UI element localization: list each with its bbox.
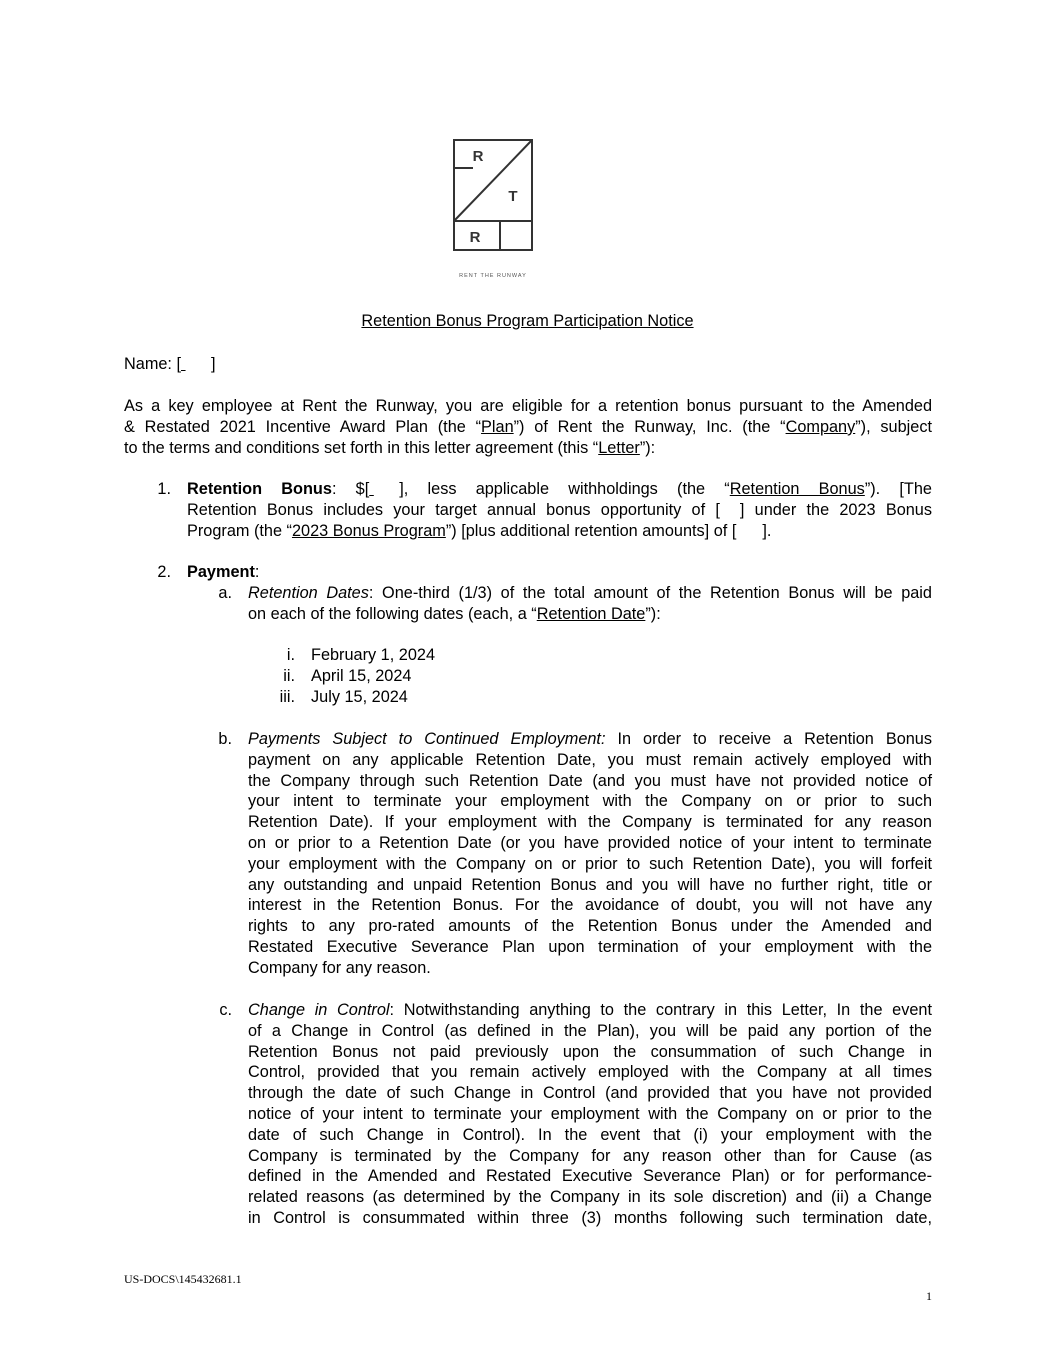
section-1-line: Program (the “2023 Bonus Program”) [plus additional retention amounts] of [ ].	[187, 521, 772, 540]
subsection-a-letter: a.	[218, 584, 232, 602]
subsection-c-line: notice of your intent to terminate your employment with the Company on or prior to the	[248, 1104, 932, 1123]
section-1-line: Retention Bonus includes your target annual bonus opportunity of [ ] under the 2023 Bonus	[187, 500, 932, 519]
defined-term-letter: Letter	[598, 438, 640, 457]
intro-line: As a key employee at Rent the Runway, you are eligible for a retention bonus pursuant to the Amended	[124, 397, 932, 415]
subsection-b-line: Restated Executive Severance Plan upon termination of your employment with the	[248, 937, 932, 956]
logo-letter-mid: T	[508, 188, 518, 205]
section-1-heading: Retention Bonus	[187, 480, 332, 498]
subsection-c-line: Retention Bonus not paid previously upon the consummation of such Change in	[248, 1042, 932, 1061]
defined-term-company: Company	[785, 417, 856, 436]
subsection-b-line: on or prior to a Retention Date (or you have provided notice of your intent to terminate	[248, 833, 932, 852]
retention-date-item: February 1, 2024	[311, 646, 435, 664]
subsection-c-line: through the date of such Change in Control (and provided that you have not provided	[248, 1084, 932, 1103]
date-number: iii.	[279, 688, 295, 706]
subsection-c-line: related reasons (as determined by the Company in its sole discretion) and (ii) a Change	[248, 1188, 932, 1207]
subsection-b-line: rights to any pro-rated amounts of the Retention Bonus under the Amended and	[248, 917, 932, 936]
subsection-b-heading: Payments Subject to Continued Employment:	[248, 730, 606, 748]
subsection-c-line: date of such Change in Control). In the event that (i) your employment with the	[248, 1125, 932, 1144]
defined-term-plan: Plan	[481, 417, 514, 436]
subsection-c-line: Company is terminated by the Company for any reason other than for Cause (as	[248, 1146, 932, 1165]
logo-mark-icon	[453, 139, 533, 251]
subsection-c-letter: c.	[219, 1001, 232, 1019]
name-blank	[181, 354, 211, 375]
subsection-b-line: Retention Date). If your employment with the Company is terminated for any reason	[248, 813, 932, 832]
section-1-number: 1.	[157, 480, 171, 498]
name-line	[124, 354, 216, 375]
defined-term-retention-date: Retention Date	[536, 604, 646, 623]
logo-letter-top: R	[472, 148, 484, 165]
retention-date-item: July 15, 2024	[311, 688, 408, 706]
subsection-b-line: the Company through such Retention Date (and you must have not provided notice of	[248, 771, 932, 790]
intro-paragraph	[124, 396, 932, 458]
subsection-c-change-in-control	[248, 1000, 932, 1229]
name-label: Name: [	[124, 355, 182, 373]
subsection-c-line: Control, provided that you remain actively employed with the Company at all times	[248, 1063, 932, 1082]
subsection-c-line: Change in Control: Notwithstanding anything to the contrary in this Letter, In the event	[248, 1001, 932, 1019]
subsection-c-line: in Control is consummated within three (3) months following such termination date,	[248, 1208, 932, 1227]
defined-term-2023-bonus-program: 2023 Bonus Program	[291, 521, 446, 540]
document-id: US-DOCS\145432681.1	[124, 1272, 242, 1286]
page-title: Retention Bonus Program Participation Notice	[361, 312, 694, 330]
subsection-b-continued-employment	[248, 729, 932, 979]
subsection-b-line: Payments Subject to Continued Employment: In order to receive a Retention Bonus	[248, 730, 932, 748]
subsection-c-line: defined in the Amended and Restated Executive Severance Plan) or for performance-	[248, 1167, 932, 1186]
subsection-b-line: Company for any reason.	[248, 958, 431, 977]
logo-letter-bottom: R	[469, 229, 481, 246]
date-number: i.	[286, 646, 295, 664]
subsection-b-line: your intent to terminate your employment with the Company on or prior to such	[248, 792, 932, 811]
retention-date-item: April 15, 2024	[311, 667, 412, 685]
subsection-a-line: Retention Dates: One-third (1/3) of the total amount of the Retention Bonus will be paid	[248, 584, 932, 602]
subsection-c-heading: Change in Control	[248, 1001, 390, 1019]
page-number: 1	[926, 1289, 932, 1303]
logo-tagline: RENT THE RUNWAY	[459, 273, 527, 279]
subsection-c-line: of a Change in Control (as defined in the Plan), you will be paid any portion of the	[248, 1021, 932, 1040]
subsection-b-line: your employment with the Company on or prior to such Retention Date), you will forfeit	[248, 854, 932, 873]
section-1-line: Retention Bonus: $[ ], less applicable withholdings (the “Retention Bonus”). [The	[187, 480, 932, 498]
subsection-b-line: interest in the Retention Bonus. For the avoidance of doubt, you will not have any	[248, 896, 932, 915]
section-2-heading: Payment	[187, 563, 255, 581]
subsection-b-letter: b.	[218, 730, 232, 748]
subsection-a-line: on each of the following dates (each, a “Retention Date”):	[248, 604, 661, 623]
intro-line: to the terms and conditions set forth in this letter agreement (this “Letter”):	[124, 438, 656, 457]
amount-blank	[369, 479, 399, 500]
subsection-b-line: any outstanding and unpaid Retention Bonus and you will have no further right, title or	[248, 875, 932, 894]
rent-the-runway-logo	[453, 139, 533, 251]
subsection-a-heading: Retention Dates	[248, 584, 369, 602]
subsection-b-line: payment on any applicable Retention Date, you must remain actively employed with	[248, 750, 932, 769]
section-1-retention-bonus	[187, 479, 932, 541]
defined-term-retention-bonus: Retention Bonus	[729, 480, 865, 498]
subsection-a-retention-dates	[248, 583, 932, 625]
name-close: ]	[211, 355, 216, 373]
intro-line: & Restated 2021 Incentive Award Plan (the “Plan”) of Rent the Runway, Inc. (the “Company”), subject	[124, 417, 933, 436]
section-2-number: 2.	[157, 563, 171, 581]
date-number: ii.	[283, 667, 295, 685]
section-2-heading-line: Payment:	[187, 563, 260, 581]
